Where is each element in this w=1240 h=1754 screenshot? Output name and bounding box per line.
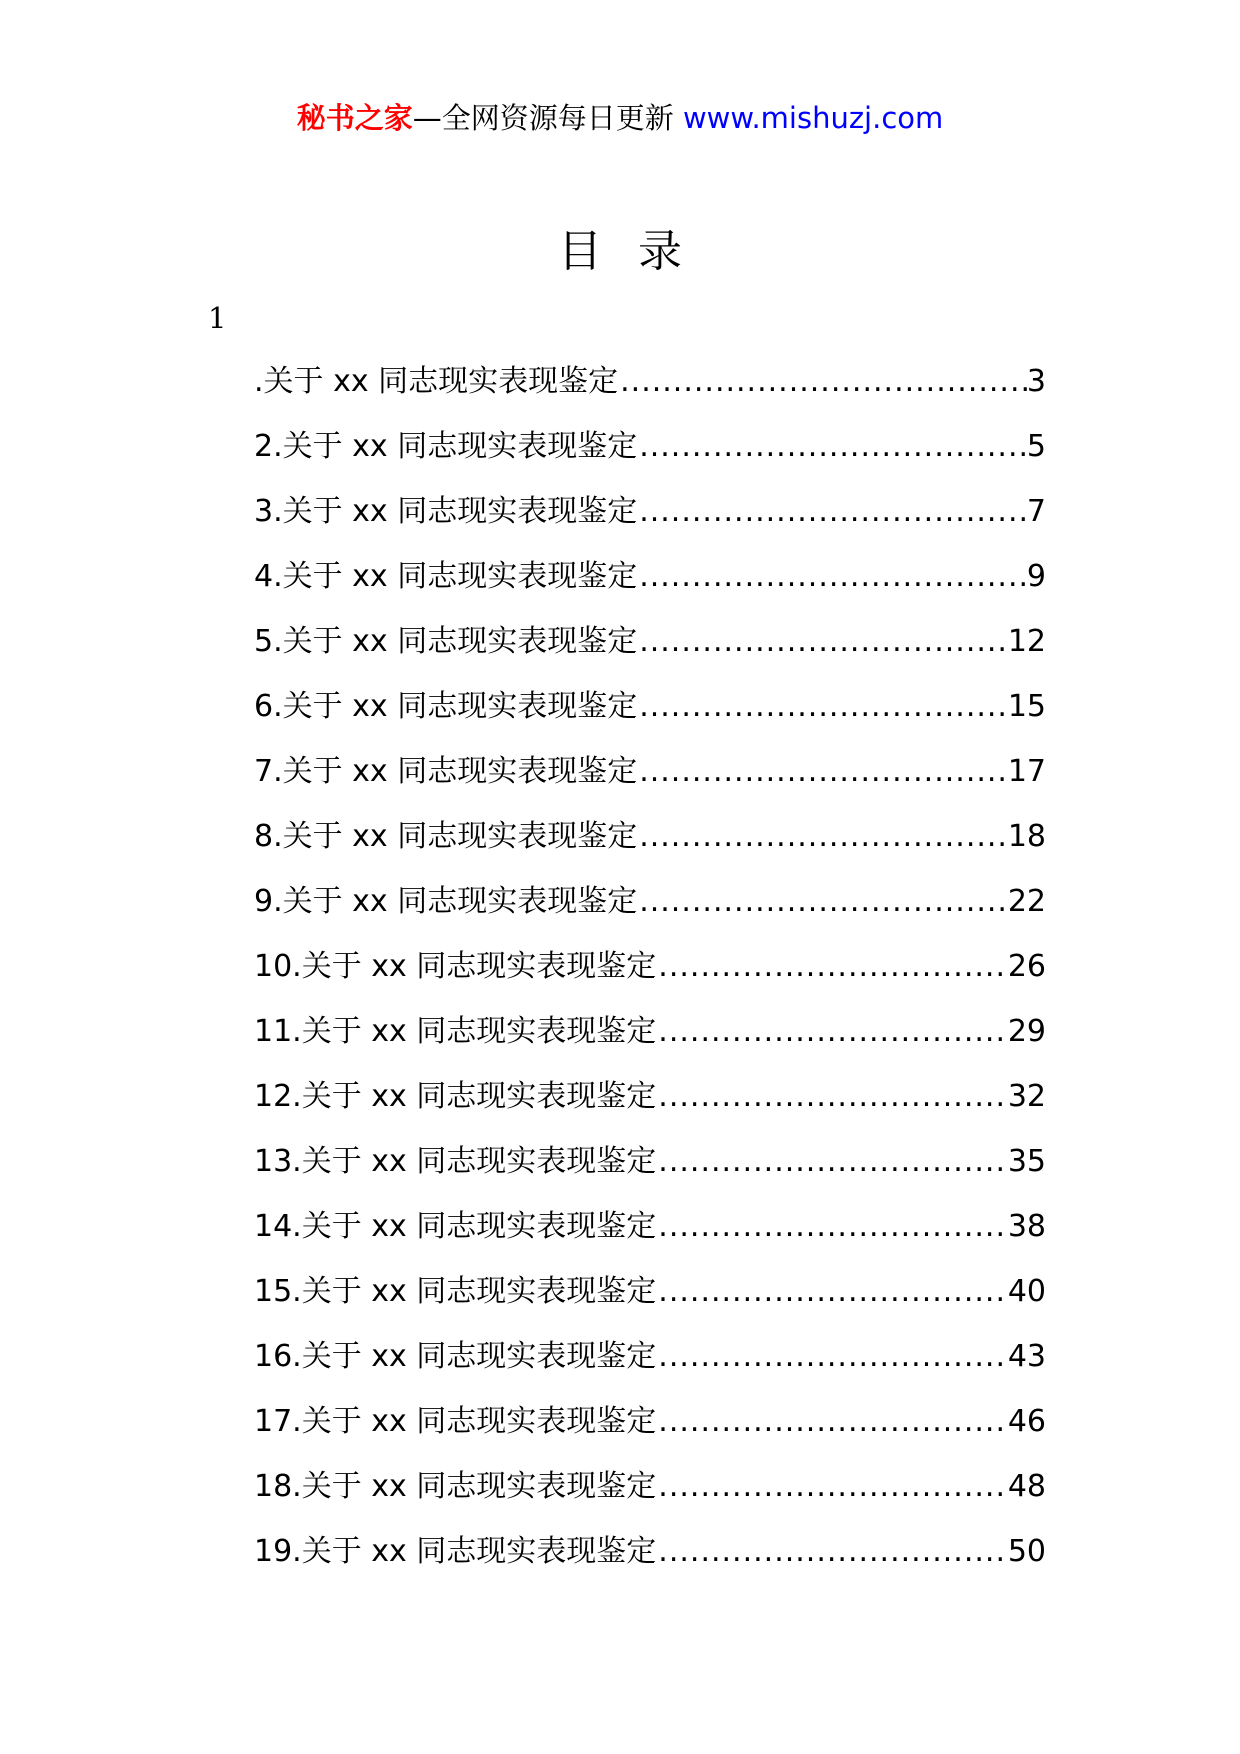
table-of-contents [254,362,1046,1597]
toc-entry[interactable] [254,1467,1046,1532]
toc-entry[interactable] [254,492,1046,557]
toc-entry-title: 11.关于 xx 同志现实表现鉴定 [254,1014,657,1049]
section-marker: 1 [208,301,227,335]
toc-entry-page-number: 46 [1007,1404,1046,1439]
toc-leader-dots [656,1012,1008,1052]
brand-name: 秘书之家 [296,101,413,135]
toc-entry[interactable] [254,1077,1046,1142]
toc-entry-title: .关于 xx 同志现实表现鉴定 [254,364,619,399]
toc-entry[interactable] [254,687,1046,752]
toc-entry[interactable] [254,1272,1046,1337]
toc-leader-dots [656,1272,1008,1312]
toc-leader-dots [618,362,1027,402]
toc-entry-page-number: 3 [1026,364,1046,399]
toc-entry-page-number: 5 [1026,429,1046,464]
toc-entry-page-number: 40 [1007,1274,1046,1309]
site-url-link[interactable]: www.mishuzj.com [682,101,944,135]
toc-entry-page-number: 48 [1007,1469,1046,1504]
toc-entry[interactable] [254,557,1046,622]
toc-entry[interactable] [254,1012,1046,1077]
toc-entry-title: 6.关于 xx 同志现实表现鉴定 [254,689,638,724]
toc-entry[interactable] [254,882,1046,947]
toc-entry-page-number: 32 [1007,1079,1046,1114]
toc-entry-title: 8.关于 xx 同志现实表现鉴定 [254,819,638,854]
toc-entry-title: 18.关于 xx 同志现实表现鉴定 [254,1469,657,1504]
toc-entry-page-number: 9 [1026,559,1046,594]
toc-entry-title: 19.关于 xx 同志现实表现鉴定 [254,1534,657,1569]
toc-entry-page-number: 22 [1007,884,1046,919]
toc-entry-page-number: 18 [1007,819,1046,854]
toc-leader-dots [656,947,1008,987]
toc-entry-title: 4.关于 xx 同志现实表现鉴定 [254,559,638,594]
toc-entry-page-number: 12 [1007,624,1046,659]
toc-entry-title: 3.关于 xx 同志现实表现鉴定 [254,494,638,529]
toc-entry[interactable] [254,1142,1046,1207]
toc-leader-dots [637,687,1008,727]
toc-entry-title: 2.关于 xx 同志现实表现鉴定 [254,429,638,464]
toc-entry-page-number: 17 [1007,754,1046,789]
toc-leader-dots [656,1207,1008,1247]
toc-entry[interactable] [254,1532,1046,1597]
toc-entry-page-number: 15 [1007,689,1046,724]
toc-entry-page-number: 35 [1007,1144,1046,1179]
toc-leader-dots [656,1077,1008,1117]
site-header [0,98,1240,138]
toc-entry[interactable] [254,947,1046,1012]
toc-leader-dots [637,752,1008,792]
toc-entry[interactable] [254,817,1046,882]
header-tagline: —全网资源每日更新 [412,101,674,135]
toc-leader-dots [637,622,1008,662]
toc-leader-dots [637,817,1008,857]
toc-entry-title: 13.关于 xx 同志现实表现鉴定 [254,1144,657,1179]
toc-leader-dots [637,492,1027,532]
toc-entry-page-number: 50 [1007,1534,1046,1569]
toc-entry-page-number: 26 [1007,949,1046,984]
toc-leader-dots [637,427,1027,467]
toc-leader-dots [656,1532,1008,1572]
toc-entry-page-number: 43 [1007,1339,1046,1374]
toc-leader-dots [637,882,1008,922]
toc-entry-title: 7.关于 xx 同志现实表现鉴定 [254,754,638,789]
toc-entry-title: 12.关于 xx 同志现实表现鉴定 [254,1079,657,1114]
toc-entry[interactable] [254,1337,1046,1402]
toc-leader-dots [637,557,1027,597]
toc-entry-title: 17.关于 xx 同志现实表现鉴定 [254,1404,657,1439]
toc-leader-dots [656,1142,1008,1182]
toc-entry-title: 15.关于 xx 同志现实表现鉴定 [254,1274,657,1309]
toc-entry-title: 5.关于 xx 同志现实表现鉴定 [254,624,638,659]
toc-entry[interactable] [254,622,1046,687]
toc-leader-dots [656,1467,1008,1507]
toc-entry-title: 9.关于 xx 同志现实表现鉴定 [254,884,638,919]
toc-leader-dots [656,1337,1008,1377]
toc-entry[interactable] [254,427,1046,492]
toc-entry-title: 16.关于 xx 同志现实表现鉴定 [254,1339,657,1374]
toc-entry-title: 10.关于 xx 同志现实表现鉴定 [254,949,657,984]
toc-entry-page-number: 29 [1007,1014,1046,1049]
toc-leader-dots [656,1402,1008,1442]
toc-entry-page-number: 38 [1007,1209,1046,1244]
toc-entry[interactable] [254,362,1046,427]
toc-entry[interactable] [254,752,1046,817]
toc-entry-page-number: 7 [1026,494,1046,529]
toc-entry-title: 14.关于 xx 同志现实表现鉴定 [254,1209,657,1244]
toc-entry[interactable] [254,1207,1046,1272]
page-title: 目 录 [558,226,682,277]
toc-entry[interactable] [254,1402,1046,1467]
